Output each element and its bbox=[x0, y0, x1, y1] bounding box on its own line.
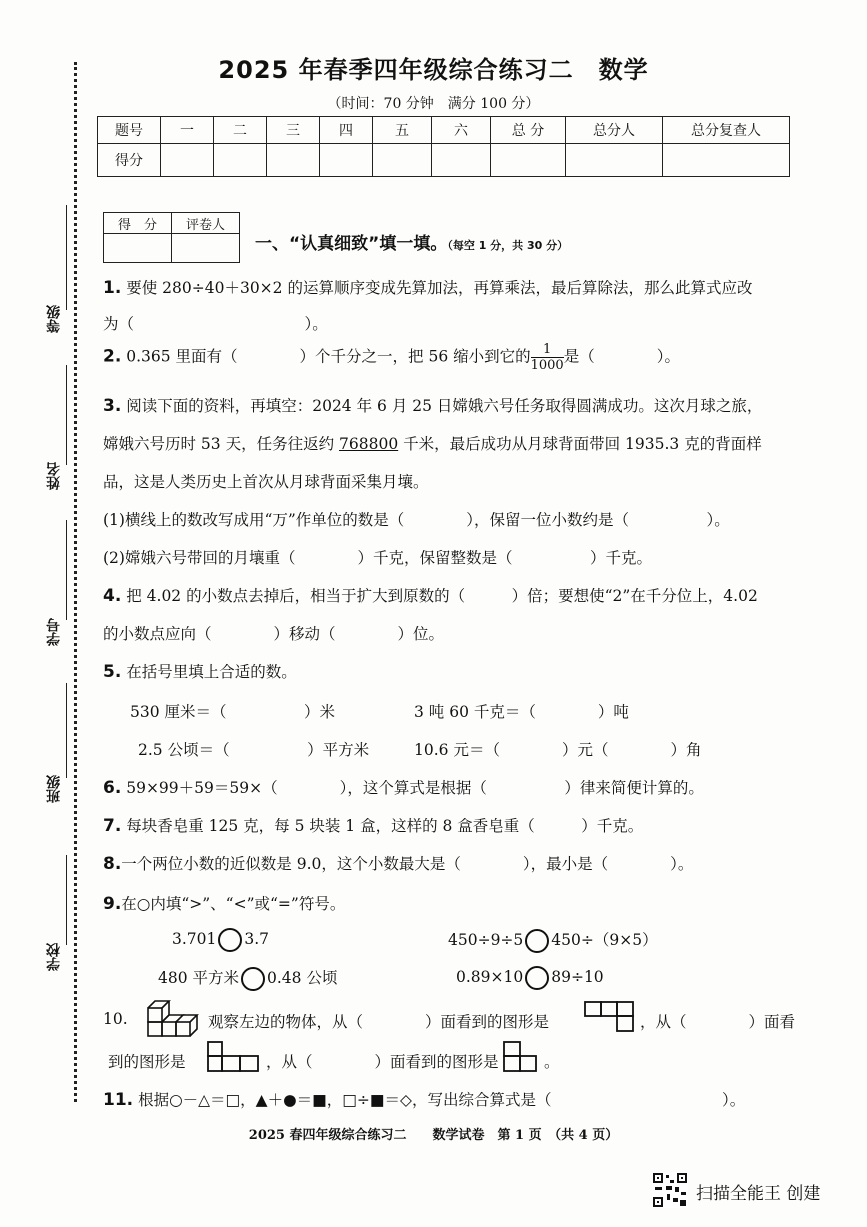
question-10-num: 10. bbox=[103, 1010, 128, 1028]
school-label: 学校 bbox=[46, 943, 62, 971]
question-5-item-1: 530 厘米＝（ ）米 bbox=[130, 703, 336, 721]
fraction: $\frac{1}{1000}$ bbox=[530, 342, 564, 373]
compare-circle[interactable] bbox=[241, 967, 265, 991]
view-shape-icon bbox=[583, 1000, 635, 1034]
score-cell[interactable] bbox=[566, 144, 663, 177]
score-cell[interactable] bbox=[161, 144, 214, 177]
binding-dotted-line bbox=[74, 62, 77, 1102]
qr-code-icon bbox=[652, 1172, 688, 1208]
question-7: 7. 每块香皂重 125 克，每 5 块装 1 盒，这样的 8 盒香皂重（ ）千克。 bbox=[103, 816, 644, 836]
question-6: 6. 59×99＋59＝59×（ ），这个算式是根据（ ）律来简便计算的。 bbox=[103, 778, 704, 798]
compare-3: 480 平方米 0.48 公顷 bbox=[158, 966, 337, 991]
school-line bbox=[66, 855, 67, 945]
score-cell[interactable] bbox=[320, 144, 373, 177]
view-shape-icon bbox=[502, 1040, 540, 1074]
grader-cell[interactable] bbox=[172, 234, 240, 263]
compare-4: 0.89×10 89÷10 bbox=[456, 966, 604, 990]
name-line bbox=[66, 365, 67, 465]
name-label: 姓名 bbox=[46, 462, 62, 490]
grader-person-label: 评卷人 bbox=[172, 213, 240, 234]
question-3-line3: 品，这是人类历史上首次从月球背面采集月壤。 bbox=[103, 473, 429, 491]
question-11: 11. 根据○－△＝□，▲＋●＝■，□÷■＝◇，写出综合算式是（ ）。 bbox=[103, 1090, 746, 1110]
grade-line bbox=[66, 205, 67, 310]
view-shape-icon bbox=[206, 1040, 262, 1074]
compare-1: 3.701 3.7 bbox=[172, 928, 269, 952]
watermark-text: 扫描全能王 创建 bbox=[696, 1184, 821, 1204]
question-10-part1: 观察左边的物体，从（ ）面看到的图形是 bbox=[208, 1013, 550, 1031]
question-5-item-3: 2.5 公顷＝（ ）平方米 bbox=[138, 741, 370, 759]
question-5-item-4: 10.6 元＝（ ）元（ ）角 bbox=[414, 741, 702, 759]
page-title: 2025 年春季四年级综合练习二 数学 bbox=[218, 56, 649, 84]
question-2: 2. 0.365 里面有（ ）个千分之一，把 56 缩小到它的 $\frac{1}{1000}$ 是（ ）。 bbox=[103, 342, 680, 373]
score-cell[interactable] bbox=[663, 144, 790, 177]
student-id-label: 学号 bbox=[46, 618, 62, 646]
col-3: 三 bbox=[267, 117, 320, 144]
col-reviewer: 总分复查人 bbox=[663, 117, 790, 144]
score-cell[interactable] bbox=[491, 144, 566, 177]
score-table bbox=[97, 116, 790, 177]
section-title: 一、“认真细致”填一填。（每空 1 分，共 30 分） bbox=[255, 234, 569, 254]
section-note: （每空 1 分，共 30 分） bbox=[447, 239, 569, 252]
grader-cell[interactable] bbox=[104, 234, 172, 263]
question-5-item-2: 3 吨 60 千克＝（ ）吨 bbox=[414, 703, 629, 721]
question-10-end: 。 bbox=[544, 1053, 560, 1071]
compare-circle[interactable] bbox=[525, 966, 549, 990]
compare-circle[interactable] bbox=[218, 928, 242, 952]
question-9: 9.在○内填“>”、“<”或“=”符号。 bbox=[103, 894, 346, 914]
underlined-number: 768800 bbox=[339, 435, 399, 453]
question-10-part3: 到的图形是 bbox=[108, 1053, 186, 1071]
question-3-sub2: (2)嫦娥六号带回的月壤重（ ）千克，保留整数是（ ）千克。 bbox=[103, 549, 652, 567]
col-4: 四 bbox=[320, 117, 373, 144]
question-5: 5. 在括号里填上合适的数。 bbox=[103, 662, 297, 682]
cube-object-icon bbox=[145, 998, 203, 1038]
score-cell[interactable] bbox=[432, 144, 491, 177]
grade-label: 等级 bbox=[46, 305, 62, 333]
col-1: 一 bbox=[161, 117, 214, 144]
score-table-header: 题号 bbox=[98, 117, 161, 144]
col-2: 二 bbox=[214, 117, 267, 144]
col-total: 总 分 bbox=[491, 117, 566, 144]
question-1: 1. 要使 280÷40＋30×2 的运算顺序变成先算加法，再算乘法，最后算除法，那么此算式应改 bbox=[103, 278, 753, 298]
question-3-sub1: (1)横线上的数改写成用“万”作单位的数是（ ），保留一位小数约是（ ）。 bbox=[103, 511, 730, 529]
student-id-line bbox=[66, 520, 67, 620]
col-6: 六 bbox=[432, 117, 491, 144]
question-10-part2: ，从（ ）面看 bbox=[640, 1013, 796, 1031]
class-label: 班级 bbox=[46, 775, 62, 803]
compare-circle[interactable] bbox=[525, 929, 549, 953]
score-row-header: 得分 bbox=[98, 144, 161, 177]
question-3-line2: 嫦娥六号历时 53 天，任务往返约 768800 千米，最后成功从月球背面带回 1935.3 克的背面样 bbox=[103, 435, 762, 453]
page-footer: 2025 春四年级综合练习二 数学试卷 第 1 页 （共 4 页） bbox=[248, 1128, 619, 1143]
grader-box bbox=[103, 212, 240, 263]
score-cell[interactable] bbox=[373, 144, 432, 177]
question-4: 4. 把 4.02 的小数点去掉后，相当于扩大到原数的（ ）倍；要想使“2”在千分位上，4.02 bbox=[103, 586, 758, 606]
col-total-person: 总分人 bbox=[566, 117, 663, 144]
compare-2: 450÷9÷5 450÷（9×5） bbox=[448, 928, 658, 953]
question-8: 8.一个两位小数的近似数是 9.0，这个小数最大是（ ），最小是（ ）。 bbox=[103, 854, 694, 874]
class-line bbox=[66, 683, 67, 778]
score-cell[interactable] bbox=[267, 144, 320, 177]
question-10-part4: ，从（ ）面看到的图形是 bbox=[266, 1053, 499, 1071]
question-1-line2: 为（ ）。 bbox=[103, 315, 328, 333]
page-subtitle: （时间：70 分钟 满分 100 分） bbox=[327, 96, 540, 112]
col-5: 五 bbox=[373, 117, 432, 144]
score-cell[interactable] bbox=[214, 144, 267, 177]
question-3: 3. 阅读下面的资料，再填空：2024 年 6 月 25 日嫦娥六号任务取得圆满成功。这次月球之旅， bbox=[103, 396, 763, 416]
question-4-line2: 的小数点应向（ ）移动（ ）位。 bbox=[103, 625, 445, 643]
grader-score-label: 得 分 bbox=[104, 213, 172, 234]
